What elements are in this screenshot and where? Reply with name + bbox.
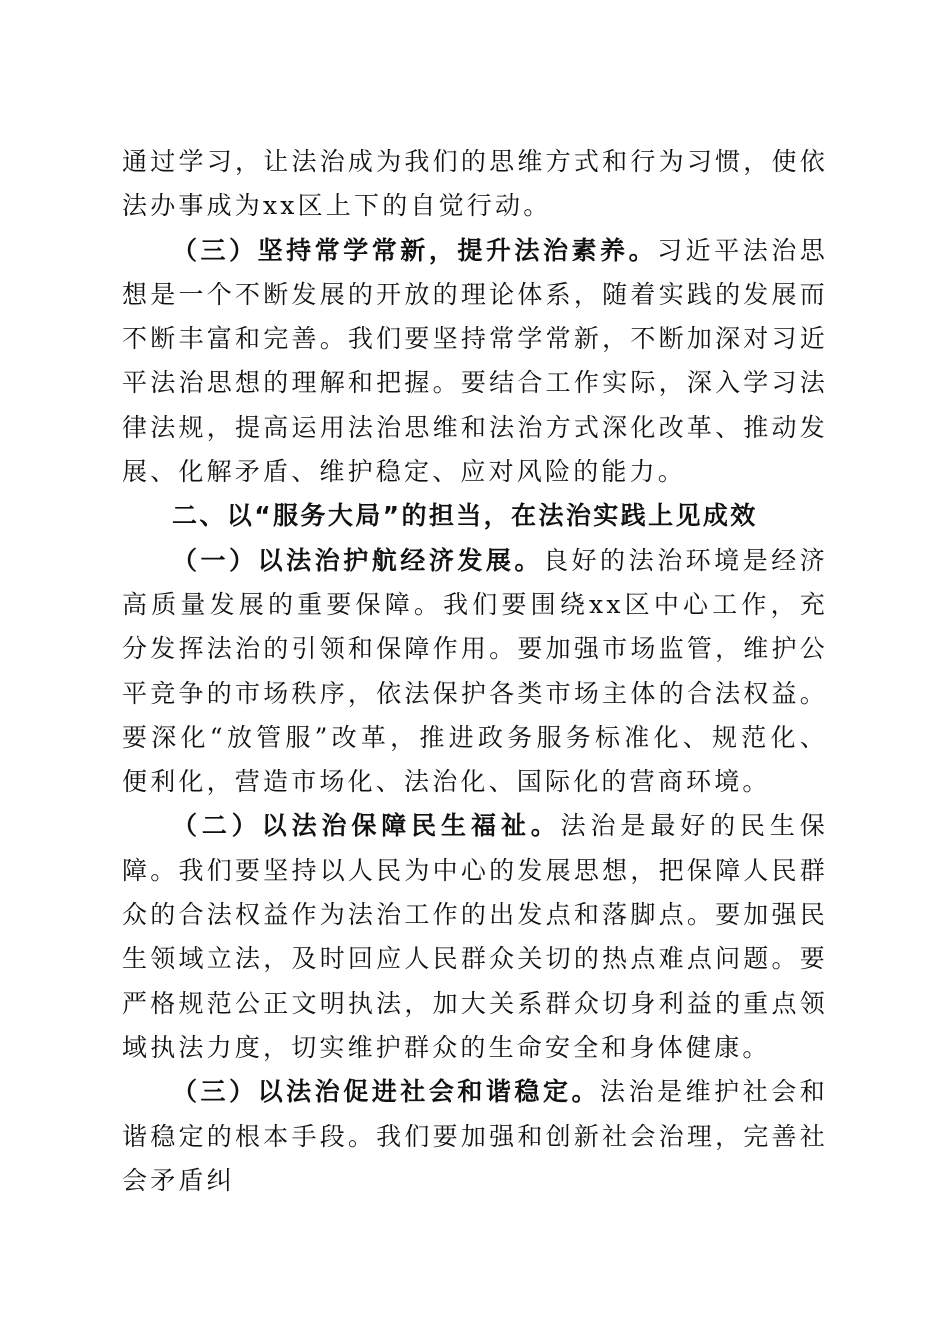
paragraph-keep-learning (122, 229, 828, 495)
paragraph-continuation (122, 140, 828, 229)
paragraph-lead: （二）以法治保障民生福祉。 (172, 811, 561, 841)
paragraph-text: 法治是维护社会和谐稳定的根本手段。我们要加强和创新社会治理，完善社会矛盾纠 (122, 1077, 828, 1195)
paragraph-economy (122, 539, 828, 805)
paragraph-livelihood (122, 804, 828, 1070)
paragraph-text: 法治是最好的民生保障。我们要坚持以人民为中心的发展思想，把保障人民群众的合法权益作为法治工作的出发点和落脚点。要加强民生领域立法，及时回应人民群众关切的热点难点问题。要严格规范公正文明执法，加大关系群众切身利益的重点领域执法力度，切实维护群众的生命安全和身体健康。 (122, 811, 828, 1062)
paragraph-lead: （三）以法治促进社会和谐稳定。 (172, 1077, 601, 1107)
paragraph-text: 习近平法治思想是一个不断发展的开放的理论体系，随着实践的发展而不断丰富和完善。我们要坚持常学常新，不断加深对习近平法治思想的理解和把握。要结合工作实际，深入学习法律法规，提高运用法治思维和法治方式深化改革、推动发展、化解矛盾、维护稳定、应对风险的能力。 (122, 235, 829, 487)
paragraph-lead: （三）坚持常学常新，提升法治素养。 (172, 235, 658, 265)
document-page (122, 140, 828, 1203)
paragraph-stability (122, 1070, 828, 1203)
paragraph-text: 通过学习，让法治成为我们的思维方式和行为习惯，使依法办事成为xx区上下的自觉行动。 (122, 147, 828, 221)
paragraph-lead: （一）以法治护航经济发展。 (172, 545, 543, 575)
section-heading-2: 二、以“服务大局”的担当，在法治实践上见成效 (172, 501, 758, 531)
paragraph-text: 良好的法治环境是经济高质量发展的重要保障。我们要围绕xx区中心工作，充分发挥法治的引领和保障作用。要加强市场监管，维护公平竞争的市场秩序，依法保护各类市场主体的合法权益。要深化“放管服”改革，推进政务服务标准化、规范化、便利化，营造市场化、法治化、国际化的营商环境。 (122, 545, 828, 797)
